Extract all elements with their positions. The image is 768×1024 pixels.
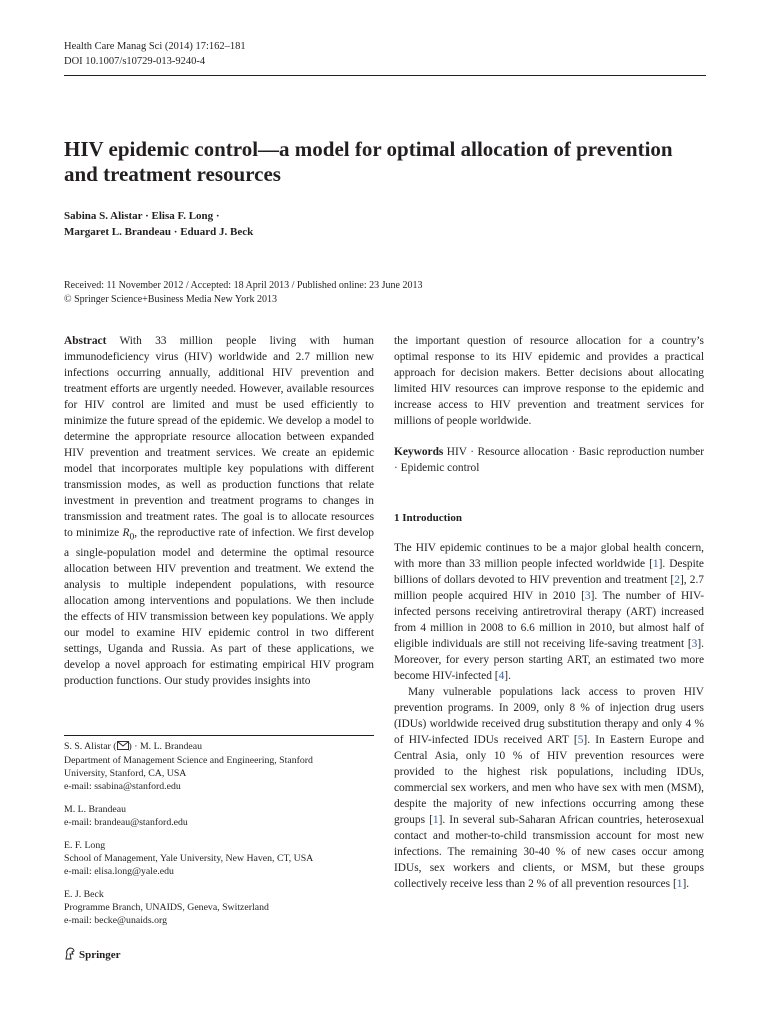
affiliation-location: University, Stanford, CA, USA	[64, 768, 187, 779]
citation-link[interactable]: 2	[674, 574, 680, 586]
r0-subscript: 0	[129, 532, 135, 543]
intro-paragraph-1	[394, 540, 704, 684]
keywords-text: HIV · Resource allocation · Basic reproduction number · Epidemic control	[394, 446, 704, 474]
affiliation-brandeau	[64, 803, 384, 829]
citation-link[interactable]: 4	[498, 670, 505, 682]
received-accepted-line: Received: 11 November 2012 / Accepted: 18 April 2013 / Published online: 23 June 2013	[64, 280, 423, 291]
journal-citation: Health Care Manag Sci (2014) 17:162–181	[64, 41, 246, 52]
affiliation-dept: Programme Branch, UNAIDS, Geneva, Switzerland	[64, 902, 269, 913]
text-run: ]. In several sub-Saharan African countries, heterosexual contact and mother-to-child transmission account for most new infections. The remaining 30-40 % of new cases occur among IDUs, sex workers and clients, or MSM, but these groups collectively receive less than 2 % of all prevention resources [	[394, 814, 704, 890]
affiliation-long	[64, 839, 384, 878]
copyright-line: © Springer Science+Business Media New York 2013	[64, 294, 277, 305]
affiliation-beck	[64, 888, 384, 927]
abstract-label: Abstract	[64, 335, 107, 347]
affiliation-names	[64, 740, 384, 754]
affiliation-names: E. J. Beck	[64, 889, 104, 900]
article-title: HIV epidemic control—a model for optimal allocation of prevention and treatment resources	[64, 137, 673, 186]
affiliation-rule	[64, 735, 374, 736]
header-rule	[64, 75, 706, 76]
envelope-icon[interactable]	[117, 741, 129, 754]
publication-dates	[64, 279, 422, 307]
citation-link[interactable]: 1	[432, 814, 439, 826]
section-heading-introduction: 1 Introduction	[394, 512, 462, 524]
text-run: ) · M. L. Brandeau	[128, 741, 202, 752]
citation-link[interactable]: 3	[584, 590, 591, 602]
affiliation-email[interactable]: e-mail: ssabina@stanford.edu	[64, 781, 181, 792]
affiliations	[64, 740, 384, 937]
affiliation-names: E. F. Long	[64, 840, 106, 851]
abstract-text-2: , the reproductive rate of infection. We first develop a single-population model and determine the optimal resource allocation between HIV prevention and treatment. We extend the analysis to multiple independent populations, with resource allocation among interventions and populations. We then include the effects of HIV transmission between key populations. We apply our model to examine HIV epidemic control in two different settings, Uganda and Russia. As part of these applications, we develop a novel approach for estimating empirical HIV program production functions. Our study provides insights into	[64, 527, 374, 688]
affiliation-alistar	[64, 740, 384, 793]
affiliation-email[interactable]: e-mail: brandeau@stanford.edu	[64, 817, 188, 828]
citation-link[interactable]: 1	[676, 878, 683, 890]
publisher-logo	[64, 947, 121, 963]
affiliation-email[interactable]: e-mail: elisa.long@yale.edu	[64, 866, 174, 877]
keywords-label: Keywords	[394, 446, 444, 458]
right-column	[394, 333, 704, 892]
affiliation-email[interactable]: e-mail: becke@unaids.org	[64, 915, 167, 926]
publisher-name: Springer	[79, 949, 121, 961]
citation-link[interactable]: 3	[691, 638, 698, 650]
author-line-2: Margaret L. Brandeau · Eduard J. Beck	[64, 226, 254, 238]
text-run: ].	[504, 670, 511, 682]
r0-symbol: R	[122, 527, 130, 539]
affiliation-dept: Department of Management Science and Engineering, Stanford	[64, 755, 313, 766]
author-list	[64, 208, 253, 240]
text-run: Many vulnerable populations lack access to proven HIV prevention programs. In 2009, only 8 % of injection drug users (IDUs) worldwide received drug substitution therapy and only 4 % of HIV-infected IDUs received ART [	[394, 686, 704, 746]
keywords-paragraph	[394, 444, 704, 476]
abstract-continuation: the important question of resource allocation for a country’s optimal response to its HIV epidemic and provides a practical approach for decision makers. Better decisions about allocating limited HIV resources can improve response to the epidemic and increase access to HIV prevention and treatment services for millions of people worldwide.	[394, 335, 704, 427]
abstract-paragraph	[64, 333, 374, 689]
journal-header	[64, 39, 246, 69]
citation-link[interactable]: 1	[652, 558, 659, 570]
text-run: ], 2.7 million people acquired HIV in 2010 [	[394, 574, 704, 602]
abstract-text-1: With 33 million people living with human immunodeficiency virus (HIV) worldwide and 2.7 million new infections occurring annually, additional HIV prevention and treatment efforts are urgently needed. However, available resources for HIV control are limited and must be used efficiently to minimize the future spread of the epidemic. We develop a model to determine the appropriate resource allocation between expanded HIV prevention and treatment services. We create an epidemic model that incorporates multiple key populations with different transmission modes, as well as production functions that relate investment in prevention and treatment programs to changes in transmission and treatment rates. The goal is to allocate resources to minimize	[64, 335, 374, 539]
left-column	[64, 333, 374, 689]
author-line-1: Sabina S. Alistar · Elisa F. Long ·	[64, 210, 220, 222]
springer-horse-icon	[64, 947, 76, 963]
text-run: The HIV epidemic continues to be a major global health concern, with more than 33 million people infected worldwide [	[394, 542, 704, 570]
intro-paragraph-2	[394, 684, 704, 892]
text-run: ].	[682, 878, 690, 890]
doi-line[interactable]: DOI 10.1007/s10729-013-9240-4	[64, 56, 206, 67]
affiliation-names: M. L. Brandeau	[64, 804, 127, 815]
text-run: S. S. Alistar (	[64, 741, 117, 752]
text-run: ]. The number of HIV-infected persons receiving antiretroviral therapy (ART) increased from 4 million in 2008 to 6.6 million in 2010, but almost half of eligible individuals are still not receiving life-saving treatment [	[394, 590, 704, 650]
affiliation-dept: School of Management, Yale University, New Haven, CT, USA	[64, 853, 314, 864]
text-run: ]. Despite billions of dollars devoted to HIV prevention and treatment [	[394, 558, 704, 586]
text-run: ]. Moreover, for every person starting ART, an estimated two more become HIV-infected [	[394, 638, 704, 682]
citation-link[interactable]: 5	[577, 734, 584, 746]
text-run: ]. In Eastern Europe and Central Asia, only 10 % of HIV prevention resources were provided to the highest risk populations, including IDUs, commercial sex workers, and men who have sex with men (MSM), despite the majority of new infections occurring among these groups [	[394, 734, 705, 826]
